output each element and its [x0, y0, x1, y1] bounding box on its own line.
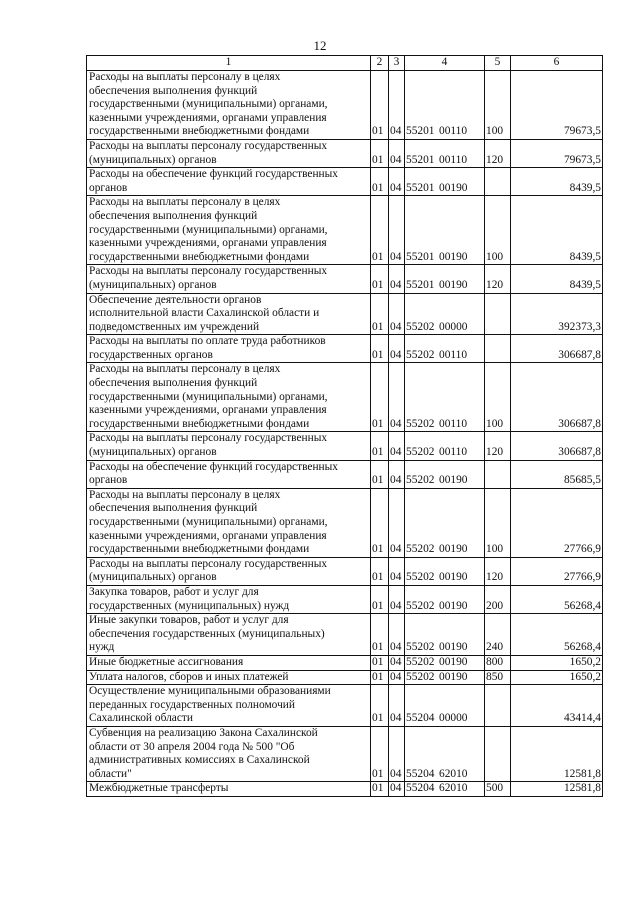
row-amount: 1650,2 — [511, 670, 603, 685]
row-name-line: Расходы на выплаты персоналу государственных — [89, 265, 328, 278]
row-target-code — [405, 585, 485, 613]
row-target-code — [405, 726, 485, 781]
row-name-line: Расходы на выплаты персоналу в целях — [89, 363, 281, 376]
row-target-code-direction: 00110 — [439, 417, 468, 430]
budget-table — [86, 55, 603, 797]
row-target-code-direction: 00190 — [439, 181, 468, 194]
row-subsection: 04 — [389, 488, 405, 557]
row-name-line: Расходы на выплаты персоналу в целях — [89, 488, 281, 501]
row-section: 01 — [371, 265, 389, 293]
row-target-code-program: 55202 — [406, 571, 435, 584]
row-target-code — [405, 196, 485, 265]
row-section: 01 — [371, 655, 389, 670]
row-section: 01 — [371, 488, 389, 557]
row-subsection: 04 — [389, 614, 405, 656]
row-subsection: 04 — [389, 168, 405, 196]
header-col-target-code: 4 — [405, 56, 485, 71]
row-target-code-direction: 00190 — [439, 670, 468, 683]
row-name — [87, 557, 371, 585]
row-target-code — [405, 782, 485, 797]
row-amount: 392373,3 — [511, 293, 603, 335]
row-amount: 8439,5 — [511, 265, 603, 293]
row-name-line: казенными учреждениями, органами управления — [89, 111, 327, 124]
row-target-code — [405, 557, 485, 585]
row-name-line: государственных органов — [89, 348, 213, 361]
table-row — [87, 614, 603, 656]
row-target-code-program: 55204 — [406, 782, 435, 795]
row-amount: 43414,4 — [511, 685, 603, 727]
row-subsection: 04 — [389, 363, 405, 432]
row-expense-type — [485, 726, 511, 781]
row-target-code-program: 55202 — [406, 641, 435, 654]
row-name-line: (муниципальных) органов — [89, 153, 217, 166]
row-section: 01 — [371, 614, 389, 656]
row-subsection: 04 — [389, 557, 405, 585]
row-expense-type: 100 — [485, 71, 511, 140]
row-target-code — [405, 460, 485, 488]
row-target-code-program: 55204 — [406, 712, 435, 725]
row-name-line: нужд — [89, 641, 115, 654]
page-number: 12 — [313, 38, 327, 53]
row-name-line: государственными внебюджетными фондами — [89, 250, 310, 263]
table-row — [87, 655, 603, 670]
row-name-line: обеспечения выполнения функций — [89, 209, 258, 222]
row-name-line: переданных государственных полномочий — [89, 698, 296, 711]
row-name-line: Расходы на обеспечение функций государственных — [89, 460, 338, 473]
row-name — [87, 685, 371, 727]
row-amount: 306687,8 — [511, 335, 603, 363]
row-target-code — [405, 363, 485, 432]
row-amount: 79673,5 — [511, 71, 603, 140]
row-name-line: исполнительной власти Сахалинской области и — [89, 307, 320, 320]
row-name-line: Уплата налогов, сборов и иных платежей — [89, 670, 289, 683]
row-target-code-program: 55202 — [406, 543, 435, 556]
row-amount: 306687,8 — [511, 363, 603, 432]
table-row — [87, 670, 603, 685]
row-target-code-program: 55202 — [406, 670, 435, 683]
row-amount: 27766,9 — [511, 488, 603, 557]
row-name — [87, 293, 371, 335]
row-amount: 1650,2 — [511, 655, 603, 670]
row-name-line: органов — [89, 181, 128, 194]
row-name-line: Расходы на выплаты персоналу государственных — [89, 432, 328, 445]
row-expense-type: 240 — [485, 614, 511, 656]
row-name-line: Закупка товаров, работ и услуг для — [89, 585, 259, 598]
row-target-code — [405, 168, 485, 196]
row-name-line: области" — [89, 767, 132, 780]
row-section: 01 — [371, 557, 389, 585]
row-name — [87, 71, 371, 140]
row-name-line: обеспечения выполнения функций — [89, 502, 258, 515]
row-amount: 56268,4 — [511, 585, 603, 613]
row-name — [87, 265, 371, 293]
table-row — [87, 196, 603, 265]
table-row — [87, 363, 603, 432]
row-amount: 12581,8 — [511, 782, 603, 797]
table-row — [87, 293, 603, 335]
row-target-code-program: 55202 — [406, 474, 435, 487]
row-subsection: 04 — [389, 293, 405, 335]
row-expense-type: 800 — [485, 655, 511, 670]
row-target-code-direction: 00000 — [439, 320, 468, 333]
row-target-code-program: 55202 — [406, 417, 435, 430]
row-target-code — [405, 655, 485, 670]
row-subsection: 04 — [389, 335, 405, 363]
row-name-line: государственными внебюджетными фондами — [89, 125, 310, 138]
row-target-code-direction: 00190 — [439, 543, 468, 556]
table-row — [87, 139, 603, 167]
row-name — [87, 488, 371, 557]
row-name-line: (муниципальных) органов — [89, 446, 217, 459]
row-target-code-program: 55201 — [406, 181, 435, 194]
row-subsection: 04 — [389, 782, 405, 797]
row-section: 01 — [371, 139, 389, 167]
row-subsection: 04 — [389, 265, 405, 293]
row-target-code — [405, 488, 485, 557]
row-target-code — [405, 293, 485, 335]
row-target-code — [405, 139, 485, 167]
row-section: 01 — [371, 670, 389, 685]
table-row — [87, 557, 603, 585]
row-target-code — [405, 335, 485, 363]
row-target-code-direction: 00110 — [439, 348, 468, 361]
row-target-code-direction: 00110 — [439, 125, 468, 138]
row-target-code — [405, 71, 485, 140]
row-amount: 12581,8 — [511, 726, 603, 781]
row-section: 01 — [371, 726, 389, 781]
row-target-code-program: 55201 — [406, 250, 435, 263]
row-name-line: Расходы на выплаты персоналу в целях — [89, 196, 281, 209]
row-name-line: Расходы на выплаты по оплате труда работников — [89, 335, 326, 348]
header-col-name: 1 — [87, 56, 371, 71]
row-expense-type — [485, 460, 511, 488]
table-row — [87, 488, 603, 557]
row-name-line: (муниципальных) органов — [89, 278, 217, 291]
row-expense-type: 120 — [485, 265, 511, 293]
row-target-code-direction: 00190 — [439, 641, 468, 654]
row-name-line: государственными (муниципальными) органами, — [89, 390, 328, 403]
row-target-code-program: 55202 — [406, 599, 435, 612]
row-section: 01 — [371, 685, 389, 727]
row-amount: 306687,8 — [511, 432, 603, 460]
row-name-line: казенными учреждениями, органами управления — [89, 404, 327, 417]
row-subsection: 04 — [389, 685, 405, 727]
table-row — [87, 460, 603, 488]
row-expense-type: 850 — [485, 670, 511, 685]
row-section: 01 — [371, 71, 389, 140]
row-name — [87, 432, 371, 460]
row-section: 01 — [371, 585, 389, 613]
row-name — [87, 614, 371, 656]
row-amount: 56268,4 — [511, 614, 603, 656]
row-section: 01 — [371, 460, 389, 488]
row-name — [87, 655, 371, 670]
table-header-row — [87, 56, 603, 71]
row-name-line: обеспечения выполнения функций — [89, 84, 258, 97]
table-row — [87, 432, 603, 460]
row-section: 01 — [371, 196, 389, 265]
row-amount: 79673,5 — [511, 139, 603, 167]
row-name-line: государственных (муниципальных) нужд — [89, 599, 290, 612]
row-name — [87, 139, 371, 167]
row-name — [87, 168, 371, 196]
row-amount: 8439,5 — [511, 168, 603, 196]
row-name-line: области от 30 апреля 2004 года № 500 "Об — [89, 740, 295, 753]
row-target-code-program: 55204 — [406, 767, 435, 780]
table-row — [87, 585, 603, 613]
row-expense-type — [485, 168, 511, 196]
row-expense-type — [485, 685, 511, 727]
row-section: 01 — [371, 782, 389, 797]
row-name-line: Иные закупки товаров, работ и услуг для — [89, 614, 289, 627]
row-name-line: органов — [89, 474, 128, 487]
row-name-line: государственными внебюджетными фондами — [89, 417, 310, 430]
row-name-line: (муниципальных) органов — [89, 571, 217, 584]
row-target-code-direction: 00190 — [439, 250, 468, 263]
row-name — [87, 335, 371, 363]
row-target-code-program: 55201 — [406, 125, 435, 138]
row-name — [87, 782, 371, 797]
row-target-code-program: 55202 — [406, 320, 435, 333]
row-name — [87, 363, 371, 432]
row-section: 01 — [371, 432, 389, 460]
row-name-line: государственными (муниципальными) органами, — [89, 516, 328, 528]
header-col-section: 2 — [371, 56, 389, 71]
row-target-code-direction: 00190 — [439, 655, 468, 668]
row-name-line: Осуществление муниципальными образованиями — [89, 685, 331, 698]
row-target-code-direction: 00110 — [439, 153, 468, 166]
row-subsection: 04 — [389, 670, 405, 685]
row-name-line: Субвенция на реализацию Закона Сахалинской — [89, 726, 318, 739]
row-subsection: 04 — [389, 432, 405, 460]
row-name-line: казенными учреждениями, органами управления — [89, 529, 327, 542]
row-target-code — [405, 432, 485, 460]
row-expense-type: 120 — [485, 139, 511, 167]
row-name-line: Расходы на обеспечение функций государственных — [89, 168, 338, 181]
table-row — [87, 685, 603, 727]
row-subsection: 04 — [389, 71, 405, 140]
row-name-line: Иные бюджетные ассигнования — [89, 655, 244, 668]
row-target-code-program: 55202 — [406, 348, 435, 361]
row-target-code-direction: 00190 — [439, 599, 468, 612]
row-target-code-program: 55201 — [406, 278, 435, 291]
row-name-line: государственными внебюджетными фондами — [89, 543, 310, 556]
row-subsection: 04 — [389, 196, 405, 265]
row-section: 01 — [371, 335, 389, 363]
row-target-code-direction: 00190 — [439, 474, 468, 487]
row-target-code-direction: 00110 — [439, 446, 468, 459]
row-expense-type — [485, 293, 511, 335]
row-name-line: обеспечения государственных (муниципальных) — [89, 627, 325, 640]
row-name — [87, 196, 371, 265]
row-target-code — [405, 685, 485, 727]
row-name-line: государственными (муниципальными) органами, — [89, 223, 328, 236]
row-target-code-program: 55202 — [406, 655, 435, 668]
table-row — [87, 335, 603, 363]
row-subsection: 04 — [389, 460, 405, 488]
row-target-code-direction: 62010 — [439, 767, 468, 780]
header-col-expense-type: 5 — [485, 56, 511, 71]
row-target-code — [405, 614, 485, 656]
row-name — [87, 670, 371, 685]
row-subsection: 04 — [389, 585, 405, 613]
row-subsection: 04 — [389, 655, 405, 670]
row-expense-type: 500 — [485, 782, 511, 797]
row-subsection: 04 — [389, 139, 405, 167]
row-section: 01 — [371, 363, 389, 432]
row-name-line: государственными (муниципальными) органами, — [89, 98, 328, 111]
row-target-code-program: 55201 — [406, 153, 435, 166]
table-row — [87, 782, 603, 797]
row-expense-type: 200 — [485, 585, 511, 613]
row-target-code-direction: 00190 — [439, 278, 468, 291]
row-name-line: Сахалинской области — [89, 712, 193, 725]
row-expense-type: 120 — [485, 557, 511, 585]
row-expense-type: 100 — [485, 488, 511, 557]
row-target-code-program: 55202 — [406, 446, 435, 459]
table-row — [87, 726, 603, 781]
row-name-line: Расходы на выплаты персоналу в целях — [89, 71, 281, 83]
row-name-line: Обеспечение деятельности органов — [89, 293, 262, 306]
table-row — [87, 265, 603, 293]
header-col-subsection: 3 — [389, 56, 405, 71]
row-amount: 8439,5 — [511, 196, 603, 265]
row-expense-type: 120 — [485, 432, 511, 460]
header-col-amount: 6 — [511, 56, 603, 71]
row-name-line: обеспечения выполнения функций — [89, 377, 258, 390]
table-body — [87, 71, 603, 797]
row-section: 01 — [371, 168, 389, 196]
row-name — [87, 460, 371, 488]
row-target-code-direction: 00000 — [439, 712, 468, 725]
row-amount: 27766,9 — [511, 557, 603, 585]
row-section: 01 — [371, 293, 389, 335]
row-expense-type: 100 — [485, 196, 511, 265]
row-target-code — [405, 670, 485, 685]
row-name-line: подведомственных им учреждений — [89, 320, 260, 333]
table-row — [87, 71, 603, 140]
row-name-line: Расходы на выплаты персоналу государственных — [89, 557, 328, 570]
row-name — [87, 585, 371, 613]
table-row — [87, 168, 603, 196]
row-name-line: Межбюджетные трансферты — [89, 782, 229, 795]
row-target-code-direction: 00190 — [439, 571, 468, 584]
row-name — [87, 726, 371, 781]
row-target-code — [405, 265, 485, 293]
row-expense-type — [485, 335, 511, 363]
row-name-line: Расходы на выплаты персоналу государственных — [89, 139, 328, 152]
row-subsection: 04 — [389, 726, 405, 781]
row-amount: 85685,5 — [511, 460, 603, 488]
row-target-code-direction: 62010 — [439, 782, 468, 795]
row-expense-type: 100 — [485, 363, 511, 432]
row-name-line: казенными учреждениями, органами управления — [89, 237, 327, 250]
row-name-line: административных комиссиях в Сахалинской — [89, 754, 310, 767]
